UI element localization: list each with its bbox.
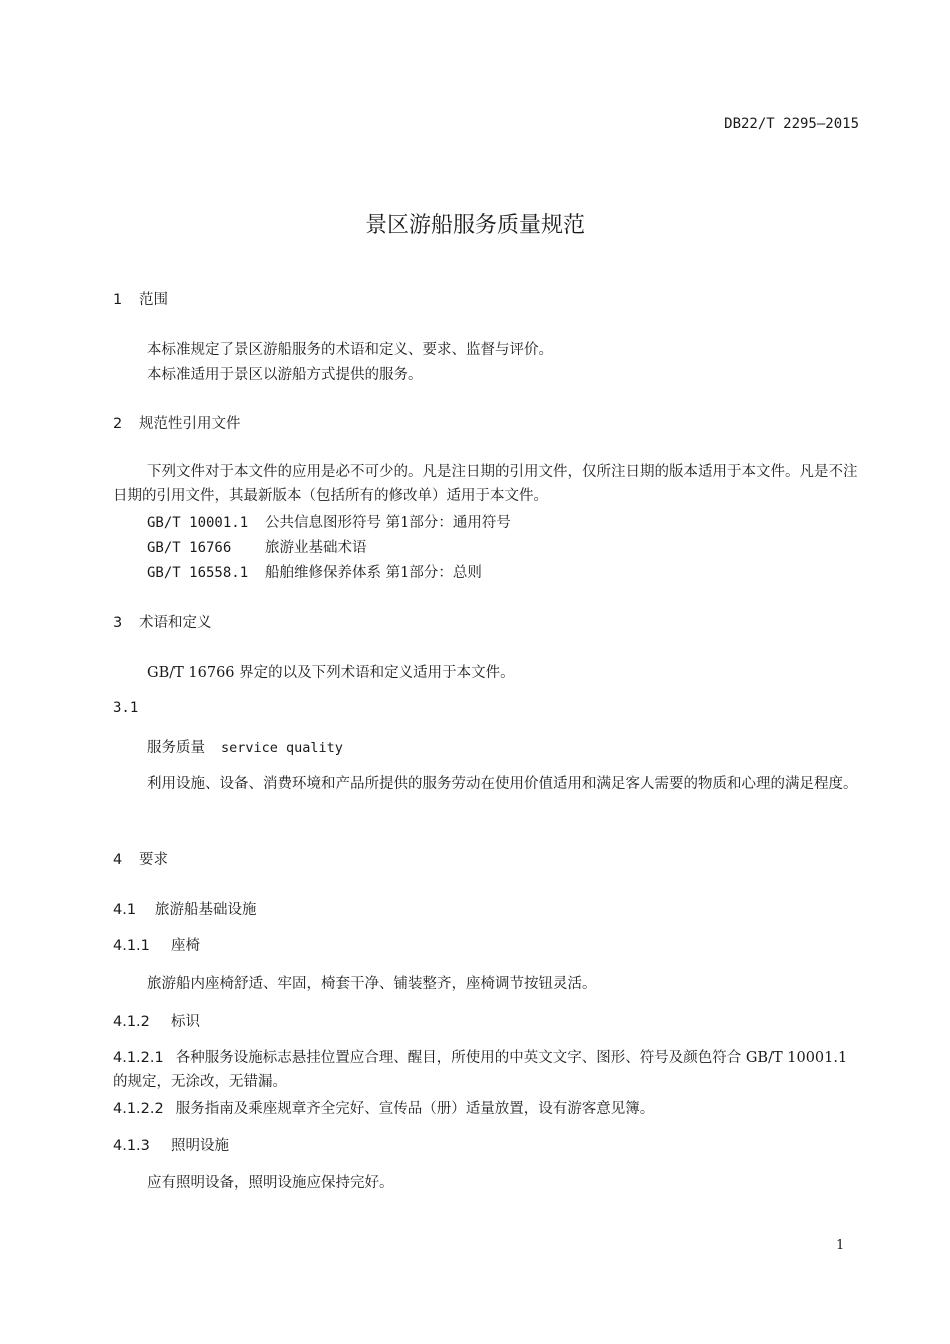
- reference-code: GB/T 16558.1: [147, 565, 249, 581]
- clause-text: 服务指南及乘座规章齐全完好、宣传品（册）适量放置，设有游客意见簿。: [175, 1101, 655, 1117]
- section-title: 规范性引用文件: [139, 416, 241, 432]
- subsection-number: 4.1: [113, 902, 137, 918]
- subsection-title: 旅游船基础设施: [155, 902, 257, 918]
- subsection-number: 4.1.3: [113, 1138, 150, 1154]
- paragraph: 旅游船内座椅舒适、牢固，椅套干净、铺装整齐，座椅调节按钮灵活。: [147, 976, 597, 992]
- clause-number: 3.1: [113, 700, 139, 716]
- section-number: 1: [113, 292, 123, 308]
- subsection-heading: [113, 898, 257, 919]
- paragraph: 本标准规定了景区游船服务的术语和定义、要求、监督与评价。: [147, 342, 553, 358]
- reference-code: GB/T 16766: [147, 540, 232, 556]
- page-title: 景区游船服务质量规范: [364, 213, 585, 238]
- subsection-number: 4.1.2: [113, 1014, 150, 1030]
- document-code: DB22/T 2295—2015: [724, 116, 859, 132]
- section-number: 3: [113, 615, 123, 631]
- reference-title: 旅游业基础术语: [265, 540, 367, 556]
- reference-item: [147, 536, 367, 557]
- term-entry: [147, 736, 343, 757]
- subsection-title: 照明设施: [171, 1138, 229, 1154]
- reference-title: 船舶维修保养体系 第1部分：总则: [265, 565, 482, 581]
- clause-number: 4.1.2.1: [113, 1050, 164, 1066]
- section-4-heading: [113, 848, 168, 869]
- section-title: 范围: [139, 292, 168, 308]
- section-number: 2: [113, 416, 123, 432]
- paragraph: 本标准适用于景区以游船方式提供的服务。: [147, 367, 423, 383]
- reference-title: 公共信息图形符号 第1部分：通用符号: [265, 515, 511, 531]
- subsection-heading: [113, 1134, 229, 1155]
- section-1-heading: [113, 288, 168, 309]
- term-definition: 利用设施、设备、消费环境和产品所提供的服务劳动在使用价值适用和满足客人需要的物质和心理的满足程度。: [147, 776, 858, 792]
- section-title: 要求: [139, 852, 168, 868]
- term-chinese: 服务质量: [147, 740, 205, 756]
- clause-paragraph: [113, 1046, 858, 1094]
- reference-item: [147, 561, 482, 582]
- section-3-heading: [113, 611, 212, 632]
- subsection-number: 4.1.1: [113, 938, 150, 954]
- clause-number: 4.1.2.2: [113, 1101, 164, 1117]
- clause-text: 各种服务设施标志悬挂位置应合理、醒目，所使用的中英文文字、图形、符号及颜色符合 GB/T 10001.1 的规定，无涂改，无错漏。: [113, 1050, 848, 1090]
- clause-paragraph: [113, 1097, 654, 1118]
- subsection-heading: [113, 934, 200, 955]
- page-number: 1: [836, 1238, 845, 1253]
- term-english: service quality: [221, 740, 343, 756]
- subsection-title: 座椅: [171, 938, 200, 954]
- paragraph: 应有照明设备，照明设施应保持完好。: [147, 1175, 394, 1191]
- section-title: 术语和定义: [139, 615, 212, 631]
- subsection-heading: [113, 1010, 200, 1031]
- section-number: 4: [113, 852, 123, 868]
- reference-code: GB/T 10001.1: [147, 515, 249, 531]
- reference-item: [147, 511, 511, 532]
- paragraph: 下列文件对于本文件的应用是必不可少的。凡是注日期的引用文件，仅所注日期的版本适用于本文件。凡是不注日期的引用文件，其最新版本（包括所有的修改单）适用于本文件。: [113, 464, 858, 504]
- section-2-heading: [113, 412, 241, 433]
- paragraph: GB/T 16766 界定的以及下列术语和定义适用于本文件。: [147, 665, 515, 681]
- subsection-title: 标识: [171, 1014, 200, 1030]
